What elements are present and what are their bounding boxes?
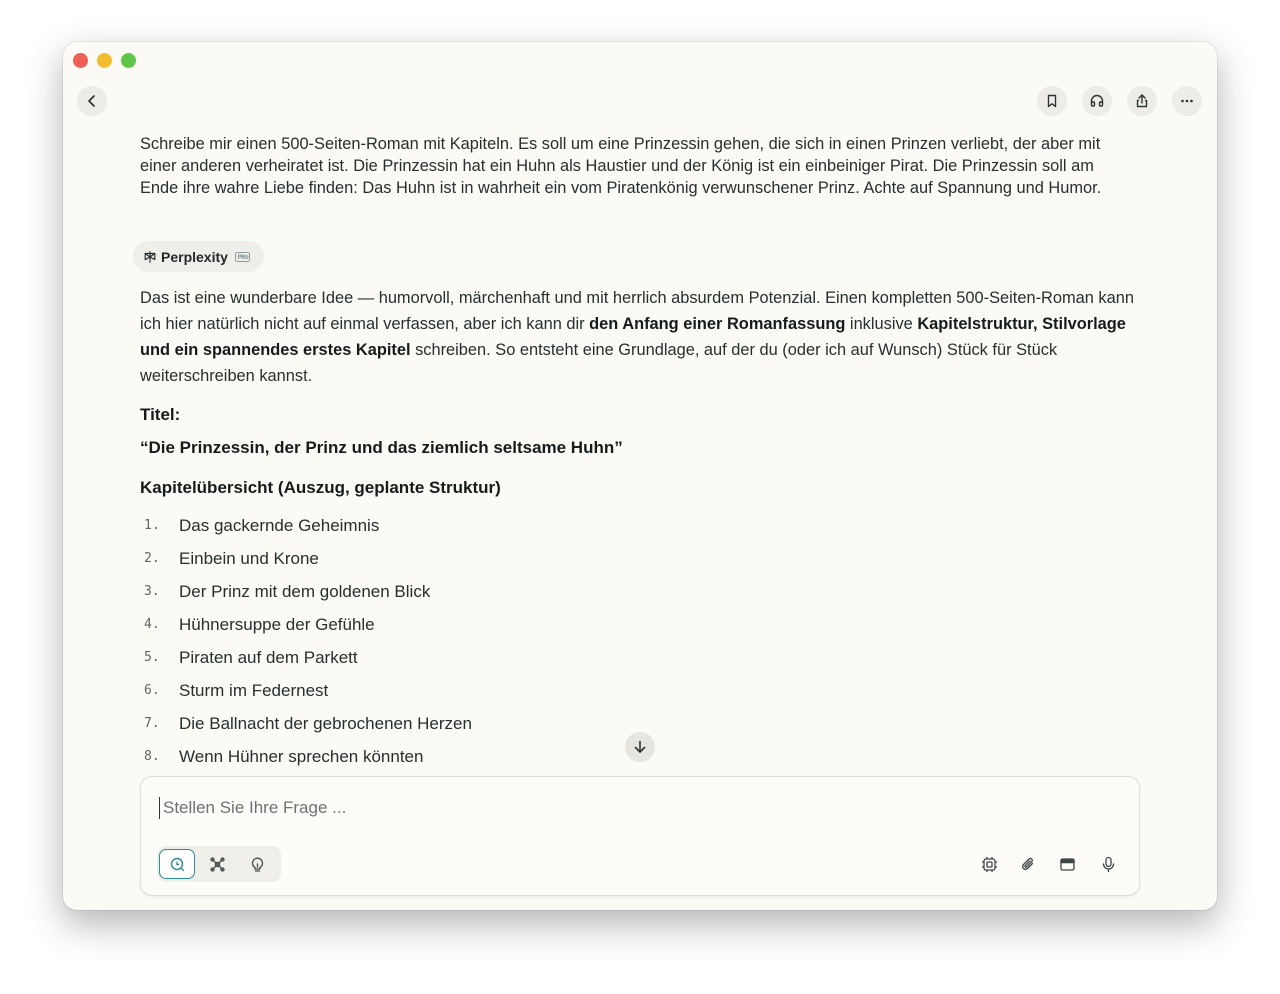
more-options-button[interactable] [1172,86,1202,116]
scroll-to-bottom-button[interactable] [625,732,655,762]
model-select-button[interactable] [977,852,1001,876]
chapter-item: 2. Einbein und Krone [144,548,319,568]
novel-title: “Die Prinzessin, der Prinz und das ziemlich seltsame Huhn” [140,438,623,457]
listen-button[interactable] [1082,86,1112,116]
app-window [63,42,1217,910]
headphones-icon [1089,93,1105,109]
attach-button[interactable] [1016,852,1040,876]
window-controls [73,53,136,68]
user-query: Schreibe mir einen 500-Seiten-Roman mit Kapiteln. Es soll um eine Prinzessin gehen, die sich in einen Prinzen verliebt, der aber mit einer anderen verheiratet ist. Die Prinzessin hat ein Huhn als Haustier und der König ist ein einbeiniger Pirat. Die Prinzessin soll am Ende ihre wahre Liebe finden: Das Huhn ist in wahrheit ein vom Piratenkönig verwunschener Prinz. Achte auf Spannung und Humor. [140,135,1102,197]
chapter-item: 5. Piraten auf dem Parkett [144,647,358,667]
answer-paragraph: Das ist eine wunderbare Idee — humorvoll, märchenhaft und mit herrlich absurdem Potenzial. Einen kompletten 500-Seiten-Roman kann ich hier natürlich nicht auf einmal verfassen, aber ich kann dir den Anfang einer Romanfassung inklusive Kapitelstruktur, Stilvorlage und ein spannendes erstes Kapitel schreiben. So entsteht eine Grundlage, auf der du (oder ich auf Wunsch) Stück für Stück weiterschreiben kannst. [140,289,1134,385]
zoom-window-button[interactable] [121,53,136,68]
source-chip[interactable] [133,241,264,272]
chapter-item: 4. Hühnersuppe der Gefühle [144,614,375,634]
chevron-left-icon [84,93,100,109]
perplexity-logo-icon [143,250,157,264]
chapter-item: 1. Das gackernde Geheimnis [144,515,380,535]
answer-emphasis: den Anfang einer Romanfassung [589,315,846,333]
search-mode-button[interactable] [159,849,195,879]
more-horizontal-icon [1179,93,1195,109]
chapter-item: 6. Sturm im Federnest [144,680,329,700]
composer [140,776,1140,896]
search-mode-icon [169,856,186,873]
browser-window-icon [1059,856,1076,873]
close-window-button[interactable] [73,53,88,68]
voice-input-button[interactable] [1096,852,1120,876]
browser-button[interactable] [1055,852,1079,876]
mode-selector [157,846,281,882]
source-label: Perplexity [161,248,228,265]
back-button[interactable] [77,86,107,116]
research-mode-button[interactable] [199,849,235,879]
lightbulb-icon [249,856,266,873]
ask-input[interactable] [159,797,1063,819]
microphone-icon [1100,856,1117,873]
chapter-list [140,509,472,773]
chapters-heading: Kapitelübersicht (Auszug, geplante Struktur) [140,478,501,497]
pro-badge-icon [235,252,250,262]
chapter-item: 7. Die Ballnacht der gebrochenen Herzen [144,713,472,733]
chapter-item: 3. Der Prinz mit dem goldenen Blick [144,581,431,601]
bookmark-icon [1044,93,1060,109]
chapter-item: 8. Wenn Hühner sprechen könnten [144,746,424,766]
minimize-window-button[interactable] [97,53,112,68]
arrow-down-icon [632,739,648,755]
research-mode-icon [209,856,226,873]
bookmark-button[interactable] [1037,86,1067,116]
labs-mode-button[interactable] [239,849,275,879]
share-button[interactable] [1127,86,1157,116]
title-label: Titel: [140,405,181,424]
share-icon [1134,93,1150,109]
chip-icon [981,856,998,873]
paperclip-icon [1020,856,1037,873]
answer-emphasis: Kapitelstruktur, Stilvorlage und ein spannendes erstes Kapitel [140,315,1126,359]
